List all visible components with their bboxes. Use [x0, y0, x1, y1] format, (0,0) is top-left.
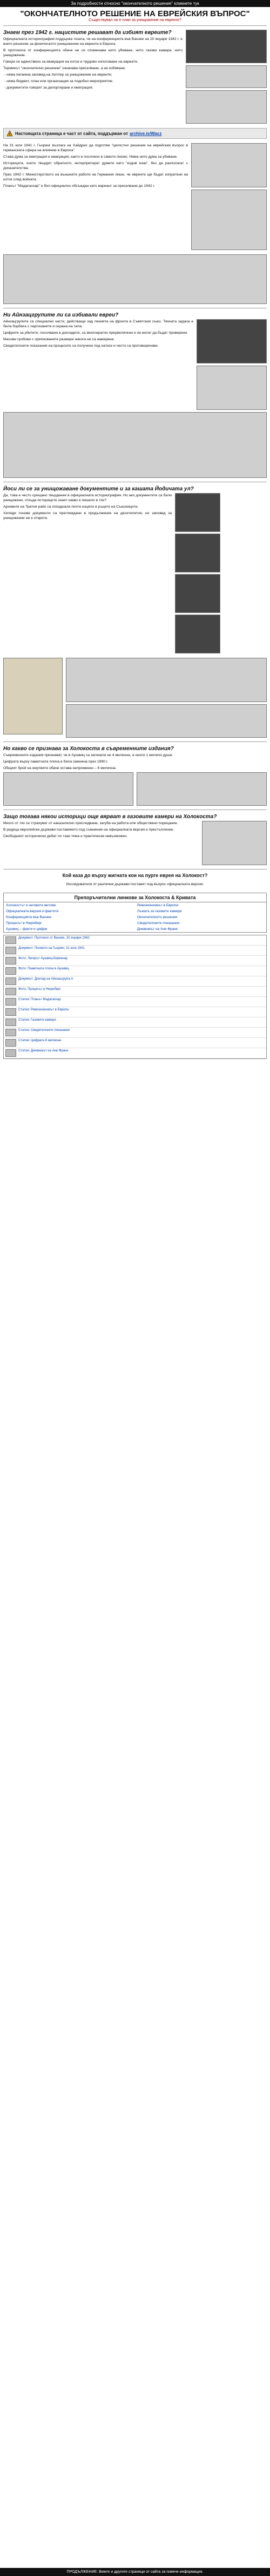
group-photo: [186, 90, 267, 124]
section-4-images: [3, 772, 267, 806]
intro-bullet: - документите говорят за депортиране и емиграция.: [4, 86, 93, 90]
section-paragraph: Става дума за емиграция и евакуация, както е посочено в самото писмо. Няма нито дума за убиване.: [3, 155, 178, 159]
thumbnail-row[interactable]: [4, 956, 266, 966]
section-title: Но какво се признава за Холокоста в съвременните издания?: [3, 746, 174, 752]
thumbnail-row[interactable]: [4, 997, 266, 1007]
thumbnail-image: [5, 947, 16, 954]
thumbnail-list: [3, 935, 267, 1059]
intro-title: Знаем през 1942 г. нацистите решават да избият евреите?: [3, 30, 172, 36]
thumbnail-image: [5, 957, 16, 965]
thumbnail-image: [5, 936, 16, 944]
section-2-images: [197, 319, 267, 410]
section-paragraph: През 1942 г. Министерството на външните работи на Германия пише, че евреите ще бъдат изпратени на изток след войната.: [3, 173, 188, 181]
intro-paragraph: Говори се единствено за евакуация на изток и трудово използване на евреите.: [3, 60, 139, 64]
section-3-row: [3, 493, 267, 653]
thumbnail-caption[interactable]: Фото: Процесът в Нюрнберг: [18, 988, 61, 991]
document-scan: [191, 190, 267, 250]
portrait-photo: [186, 30, 267, 63]
portrait-photo: [175, 615, 220, 653]
link-cell: [135, 914, 266, 920]
large-photo: [3, 412, 267, 478]
thumbnail-image: [5, 988, 16, 995]
notice-link[interactable]: archive.is/Wacz: [130, 131, 162, 136]
who-title: Кой каза до върху жигната кои на пурге еврея на Холокост?: [62, 873, 208, 878]
thumbnail-caption[interactable]: Статия: Свидетелските показания: [18, 1029, 70, 1032]
thumbnail-image: [5, 1039, 16, 1047]
section-paragraph: Много от тях се страхуват от наказателно преследване, загуба на работа или обществено порицание.: [3, 821, 178, 825]
thumbnail-row[interactable]: [4, 946, 266, 956]
thumbnail-image: [5, 977, 16, 985]
recommended-link[interactable]: Свидетелските показания: [137, 921, 180, 925]
document-scan: [66, 658, 267, 702]
who-paragraph: Изследователи от различни държави поставят под въпрос официалната версия.: [66, 882, 204, 886]
thumbnail-caption[interactable]: Статия: Дневникът на Ане Франк: [18, 1049, 69, 1053]
section-2: [0, 310, 270, 480]
notice-text: Настоящата страница е част от сайта, поддържан от: [15, 131, 129, 136]
thumbnail-row[interactable]: [4, 976, 266, 987]
recommended-link[interactable]: Аушвиц – факти и цифри: [6, 927, 48, 931]
intro-paragraph: В протокола от конференцията обаче не се споменава нито убиване, нито газови камери, нито унищожение.: [3, 49, 183, 57]
recommended-link[interactable]: Окончателното решение: [137, 915, 178, 919]
archive-photo: [202, 821, 267, 865]
book-cover: [3, 658, 63, 738]
section-3-text: [3, 493, 172, 653]
info-notice: [3, 128, 267, 139]
section-paragraph: Хиляди тонове документи са преглеждани в продължение на десетилетия, но заповед за унищожение не е открита.: [3, 511, 172, 520]
links-grid: [4, 902, 266, 932]
link-cell: [4, 920, 135, 926]
book-cover-image: [3, 658, 63, 734]
portrait-photo: [175, 493, 220, 532]
thumbnail-row[interactable]: [4, 987, 266, 997]
archive-photo: [197, 366, 267, 410]
section-paragraph: Съвременните издания признават, че в Аушвиц са загинали не 4 милиона, а около 1 милион души.: [3, 753, 173, 757]
intro-paragraph: Терминът "окончателно решение" означава преселване, а не избиване.: [3, 66, 126, 70]
thumbnail-row[interactable]: [4, 935, 266, 946]
section-title: Ни Айнзацгрупите ли са избивали евреи?: [3, 312, 119, 318]
thumbnail-caption[interactable]: Документ: Протокол от Ванзее, 20 януари 1942: [18, 936, 90, 940]
links-box: [3, 893, 267, 933]
section-paragraph: Да, това е често срещано твърдение в официалната историография. Но ако документите са били унищожени, откъде историците знаят какво е пишело в тях?: [3, 494, 172, 502]
footer-banner[interactable]: ПРОДЪЛЖЕНИЕ: Вижте и другите страници от сайта за повече информация.: [0, 2568, 270, 2576]
section-paragraph: На 31 юли 1941 г. Гьоринг възлага на Хайдрих да подготви "цялостно решение на еврейския въпрос в германската сфера на влияние в Европа".: [3, 144, 188, 152]
thumbnail-row[interactable]: [4, 1038, 266, 1048]
section-5-text: [3, 821, 199, 865]
section-paragraph: Историците, които твърдят обратното, интерпретират думите като "кодов език", без да разполагат с доказателства.: [3, 161, 188, 170]
section-4: [0, 744, 270, 808]
archive-photo: [197, 319, 267, 363]
link-cell: [135, 902, 266, 908]
thumbnail-image: [5, 1019, 16, 1026]
thumbnail-caption[interactable]: Документ: Доклад на Айнзацгрупа А: [18, 977, 73, 981]
section-paragraph: Планът "Мадагаскар" е бил официално обсъждан като вариант за преселване до 1942 г.: [3, 184, 155, 188]
section-2-text: [3, 319, 193, 410]
recommended-link[interactable]: Ревизионизмът в Европа: [137, 903, 178, 907]
thumbnail-row[interactable]: [4, 1028, 266, 1038]
section-paragraph: Масови гробове с приписваните размери никога не са намерени.: [3, 338, 115, 341]
link-cell: [4, 914, 135, 920]
who-section: [0, 880, 270, 891]
intro-images: [186, 30, 267, 124]
portrait-photo: [175, 534, 220, 572]
divider: [3, 25, 267, 26]
section-1: [0, 141, 270, 252]
recommended-link[interactable]: Холокостът и неговите митове: [6, 903, 56, 907]
links-title: Препоръчителни линкове за Холокоста & Кривата: [4, 893, 266, 902]
section-title: Защо тогава някои историци още вярват в газовите камери на Холокоста?: [3, 814, 217, 820]
section-1-wide: [0, 252, 270, 306]
thumbnail-caption[interactable]: Статия: Ревизионизмът в Европа: [18, 1008, 69, 1011]
link-cell: [4, 902, 135, 908]
portrait-photo: [175, 574, 220, 613]
section-paragraph: Свидетелските показания на процесите са получени под натиск и често са противоречиви.: [3, 344, 159, 348]
section-title: Йоси ли се за унищожаване документите и за кашата Йодичата ул?: [3, 486, 194, 492]
page-subtitle: Съществувал ли е план за унищожение на евреите?: [89, 18, 181, 22]
thumbnail-image: [5, 967, 16, 975]
plaque-photo: [3, 772, 133, 806]
thumbnail-caption[interactable]: Фото: Лагерът Аушвиц-Биркенау: [18, 957, 68, 960]
section-paragraph: Общият брой на жертвите обаче остава непроменен – 6 милиона.: [3, 766, 117, 770]
thumbnail-row[interactable]: [4, 966, 266, 976]
recommended-link[interactable]: Дневникът на Ане Франк: [137, 927, 178, 931]
section-3b: [0, 656, 270, 740]
thumbnail-caption[interactable]: Статия: Газовите камери: [18, 1019, 56, 1022]
recommended-link[interactable]: Процесът в Нюрнберг: [6, 921, 42, 925]
thumbnail-image: [5, 1008, 16, 1016]
section-paragraph: Архивите на Третия райх са попаднали почти изцяло в ръцете на Съюзниците.: [3, 505, 139, 509]
link-cell: [135, 926, 266, 932]
section-2-row: [3, 319, 267, 410]
thumbnail-caption[interactable]: Статия: Планът Мадагаскар: [18, 998, 61, 1001]
intro-paragraph: Официалната историография поддържа тезата, че на конференцията във Ванзее на 20 януари 1942 г. е взето решение за физическото унищожение на евреите в Европа.: [3, 37, 183, 46]
thumbnail-row[interactable]: [4, 1017, 266, 1028]
section-5: [0, 812, 270, 867]
thumbnail-caption[interactable]: Статия: Цифрата 6 милиона: [18, 1039, 62, 1042]
link-cell: [135, 908, 266, 914]
section-5-images: [202, 821, 267, 865]
warning-icon: [6, 130, 13, 137]
intro-bullet: - няма бюджет, план или организация за подобно мероприятие;: [4, 79, 113, 83]
thumbnail-row[interactable]: [4, 1007, 266, 1017]
thumbnail-caption[interactable]: Фото: Паметната плоча в Аушвиц: [18, 967, 69, 970]
section-5-row: [3, 821, 267, 865]
svg-text:!: !: [9, 133, 11, 137]
intro-text: [3, 30, 183, 124]
plaque-photo: [137, 772, 267, 806]
section-paragraph: Цифрата върху паметната плоча е била сменена през 1990 г.: [3, 760, 109, 764]
top-banner[interactable]: За подробности относно "окончателното решение" кликнете тук: [0, 0, 270, 7]
link-cell: [135, 920, 266, 926]
thumbnail-row[interactable]: [4, 1048, 266, 1058]
recommended-link[interactable]: Официалната версия и фактите: [6, 909, 59, 913]
section-paragraph: Айнзацгрупите са специални части, действащи зад линията на фронта в Съветския съюз. Тяхната задача е била борбата с партизаните и охрана на тила.: [3, 320, 193, 328]
section-paragraph: В редица европейски държави поставянето под съмнение на официалната версия е престъпление.: [3, 828, 174, 832]
page-title: "ОКОНЧАТЕЛНОТО РЕШЕНИЕ НА ЕВРЕЙСКИЯ ВЪПРОС": [20, 9, 250, 18]
thumbnail-image: [5, 998, 16, 1006]
thumbnail-image: [5, 1029, 16, 1036]
link-cell: [4, 926, 135, 932]
document-scan: [191, 143, 267, 187]
portrait-grid: [175, 493, 267, 653]
document-photo: [186, 65, 267, 88]
section-1-text: [3, 143, 188, 250]
map-image: [3, 254, 267, 304]
section-paragraph: Свободният исторически дебат по тази тема е практически невъзможен.: [3, 834, 127, 838]
thumbnail-caption[interactable]: Документ: Писмото на Гьоринг, 31 юли 1941: [18, 947, 85, 950]
intro-bullets: [3, 72, 183, 90]
section-paragraph: Цифрите за убитите, посочвани в докладите, са многократно преувеличени и не могат да бъдат проверени.: [3, 331, 188, 335]
section-1-images: [191, 143, 267, 250]
section-3: [0, 484, 270, 656]
intro-section: [0, 28, 270, 126]
document-scan: [66, 704, 267, 738]
link-cell: [4, 908, 135, 914]
thumbnail-image: [5, 1049, 16, 1057]
intro-bullet: - няма писмена заповед на Хитлер за унищожение на евреите;: [4, 73, 112, 77]
divider: [3, 741, 267, 742]
recommended-link[interactable]: Конференцията във Ванзее: [6, 915, 52, 919]
section-3b-images: [66, 658, 267, 738]
recommended-link[interactable]: Лъжата за газовите камери: [137, 909, 182, 913]
